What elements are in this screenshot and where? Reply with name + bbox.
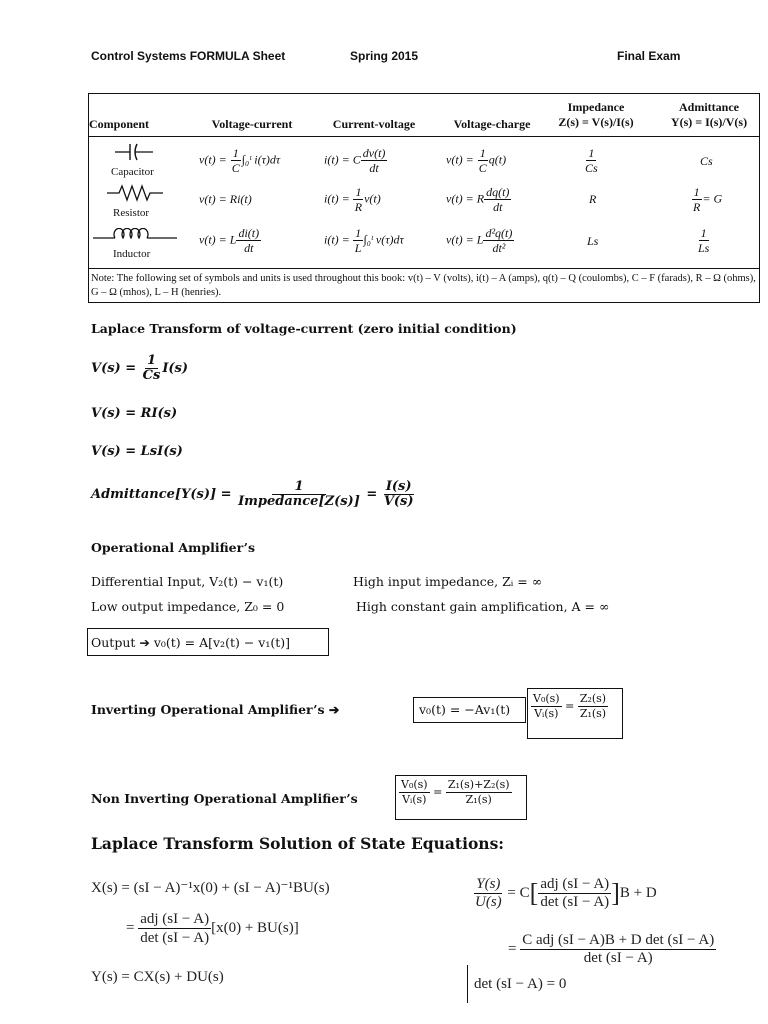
- transfer-function-equation: [473, 876, 657, 911]
- res-adm-num: 1: [693, 185, 700, 199]
- noninv-num1: V₀(s): [401, 778, 428, 791]
- ind-vc-frac: [236, 226, 261, 255]
- cap-vc-num: 1: [232, 146, 239, 160]
- laplace-eq1-den: Cs: [142, 368, 161, 383]
- capacitor-symbol-icon: [115, 142, 155, 162]
- th-current-voltage: Current-voltage: [332, 117, 416, 131]
- laplace-eq-capacitor: [91, 354, 188, 383]
- header-exam: Final Exam: [617, 49, 681, 63]
- resistor-impedance: R: [589, 192, 597, 206]
- laplace-eq-inductor: V(s) = LsI(s): [91, 444, 183, 459]
- cap-vq-den: C: [478, 161, 487, 175]
- admittance-den1: Impedance[Z(s)]: [238, 494, 360, 509]
- inverting-equation: v₀(t) = −Av₁(t): [419, 702, 511, 717]
- inv-num1: V₀(s): [533, 692, 560, 705]
- res-vq-lhs: v(t) = R: [446, 191, 485, 206]
- cap-cv-frac: [361, 146, 388, 175]
- cap-cv-num: dv(t): [362, 146, 386, 160]
- laplace-eq-resistor: V(s) = RI(s): [91, 406, 178, 421]
- tf2-num: C adj (sI − A)B + D det (sI − A): [522, 932, 715, 948]
- row-capacitor-label: Capacitor: [111, 166, 154, 178]
- ind-vc-num: di(t): [238, 226, 260, 240]
- tf-frac: [473, 876, 504, 911]
- inv-den1: Vᵢ(s): [534, 707, 559, 720]
- opamp-output-equation: Output ➔ v₀(t) = A[v₂(t) − v₁(t)]: [91, 635, 290, 650]
- cap-vq-frac: [477, 146, 489, 175]
- tf2-equals: =: [508, 940, 517, 957]
- admittance-frac2: [382, 480, 416, 509]
- ind-vq-frac: [483, 226, 514, 255]
- tf-den: U(s): [475, 894, 502, 910]
- th-admittance: [658, 100, 760, 130]
- ind-cv-den: L: [354, 241, 362, 255]
- opamp-differential-input: Differential Input, V₂(t) − v₁(t): [91, 574, 284, 589]
- res-cv-frac: [353, 185, 364, 214]
- ind-vc-lhs: v(t) = L: [199, 232, 237, 247]
- th-voltage-current: Voltage-current: [211, 117, 293, 131]
- res-cv-num: 1: [355, 185, 362, 199]
- cap-vq-lhs: v(t) =: [446, 152, 477, 167]
- tf-inner-den: det (sI − A): [540, 894, 610, 910]
- laplace-eq1-rhs: I(s): [162, 361, 189, 376]
- th-component: Component: [89, 117, 150, 131]
- header-course-title: Control Systems FORMULA Sheet: [91, 49, 286, 63]
- admittance-equation: [91, 480, 416, 509]
- cap-vc-frac: [230, 146, 242, 175]
- state-x2-frac: [138, 910, 211, 947]
- opamp-input-impedance: High input impedance, Zᵢ = ∞: [353, 574, 543, 589]
- ind-adm-num: 1: [700, 226, 707, 240]
- noninv-frac1: [399, 778, 430, 807]
- laplace-eq1-lhs: V(s) =: [91, 361, 141, 376]
- noninverting-opamp-label: Non Inverting Operational Amplifier’s: [91, 791, 358, 806]
- tf-equals: = C: [507, 884, 530, 901]
- inverting-gain-ratio: $\frac{\text{V₀(s)}}{\text{Vᵢ(s)}}$ = $\frac{\text{Z₂(s)}}{\text{Z₁(s)}}$: [533, 692, 607, 720]
- state-x2-num: adj (sI − A): [140, 911, 210, 927]
- res-adm-rhs: = G: [702, 191, 723, 206]
- tf2-frac: [520, 932, 716, 967]
- res-cv-rhs: v(t): [364, 191, 381, 206]
- capacitor-voltage-current: [199, 146, 280, 175]
- noninv-den2: Z₁(s): [465, 793, 492, 806]
- cap-vc-lhs: v(t) =: [199, 152, 230, 167]
- tf-num: Y(s): [476, 876, 501, 892]
- transfer-function-expanded: [508, 932, 716, 967]
- res-vq-den: dt: [493, 200, 503, 214]
- th-admittance-formula: Y(s) = I(s)/V(s): [670, 115, 748, 129]
- th-impedance-label: Impedance: [567, 100, 625, 114]
- inductor-voltage-charge: [446, 226, 514, 255]
- th-impedance: [544, 100, 648, 130]
- resistor-symbol-icon: [107, 184, 165, 202]
- capacitor-current-voltage: [324, 146, 387, 175]
- component-table: [88, 93, 760, 303]
- table-note-rule: [89, 268, 759, 269]
- tf-left-bracket: [: [529, 878, 539, 908]
- cap-vc-den: C: [231, 161, 240, 175]
- inductor-voltage-current: [199, 226, 261, 255]
- opamp-section-title: Operational Amplifier’s: [91, 540, 256, 555]
- res-cv-lhs: i(t) =: [324, 191, 353, 206]
- th-impedance-formula: Z(s) = V(s)/I(s): [558, 115, 634, 129]
- cap-imp-frac: [583, 146, 600, 175]
- ind-vq-den: dt²: [492, 241, 506, 255]
- admittance-num1: 1: [272, 480, 325, 495]
- admittance-lhs: Admittance[Y(s)] =: [91, 487, 237, 502]
- ind-cv-lhs: i(t) =: [324, 232, 353, 247]
- cap-cv-den: dt: [369, 161, 379, 175]
- ind-adm-den: Ls: [698, 241, 710, 255]
- capacitor-impedance: [583, 146, 600, 175]
- th-admittance-label: Admittance: [679, 100, 739, 114]
- inv-den2: Z₁(s): [579, 707, 607, 720]
- opamp-output-impedance: Low output impedance, Z₀ = 0: [91, 599, 285, 614]
- table-header-rule: [89, 136, 759, 137]
- tf2-den: det (sI − A): [583, 950, 653, 966]
- resistor-voltage-current: v(t) = Ri(t): [199, 192, 252, 206]
- tf-right-bracket: ]: [611, 878, 620, 908]
- inv-frac2: [578, 692, 608, 721]
- res-adm-frac: [691, 185, 702, 214]
- admittance-num2: I(s): [385, 479, 412, 494]
- state-x-equation-expanded: [126, 910, 299, 947]
- admittance-equals: =: [361, 487, 382, 502]
- ind-adm-frac: [696, 226, 711, 255]
- res-vq-num: dq(t): [486, 185, 510, 199]
- tf-inner-num: adj (sI − A): [540, 876, 610, 892]
- capacitor-admittance: Cs: [700, 154, 713, 168]
- state-x2-equals: =: [126, 919, 135, 936]
- res-cv-den: R: [354, 200, 363, 214]
- resistor-admittance: [691, 185, 722, 214]
- cap-imp-num: 1: [588, 146, 595, 160]
- table-note: Note: The following set of symbols and units is used throughout this book: v(t) – V (volts), i(t) – A (amps), q(t) – Q (coulombs), C – F (farads), R – Ω (ohms), G – Ω (mhos), L – H (henries).: [91, 273, 756, 298]
- laplace-eq1-num: 1: [146, 353, 157, 368]
- ind-cv-num: 1: [355, 226, 362, 240]
- inductor-impedance: Ls: [587, 234, 599, 248]
- tf-rhs: B + D: [619, 884, 657, 901]
- row-inductor-label: Inductor: [113, 248, 151, 260]
- inv-frac1: [531, 692, 562, 721]
- resistor-voltage-charge: [446, 185, 511, 214]
- noninv-frac2: [446, 778, 512, 807]
- state-y-equation: Y(s) = CX(s) + DU(s): [91, 969, 224, 985]
- state-x2-rhs: [x(0) + BU(s)]: [211, 919, 299, 936]
- characteristic-equation: det (sI − A) = 0: [474, 976, 567, 992]
- cap-vq-rhs: q(t): [488, 152, 507, 167]
- inv-num2: Z₂(s): [579, 692, 607, 705]
- ind-vq-lhs: v(t) = L: [446, 232, 484, 247]
- inverting-opamp-label: Inverting Operational Amplifier’s ➔: [91, 702, 340, 717]
- state-x-equation: X(s) = (sI − A)⁻¹x(0) + (sI − A)⁻¹BU(s): [91, 880, 330, 896]
- res-adm-den: R: [693, 200, 701, 214]
- ind-vc-den: dt: [244, 241, 254, 255]
- ind-cv-rhs: ∫₀ᵗ v(τ)dτ: [363, 232, 404, 247]
- th-voltage-charge: Voltage-charge: [453, 117, 531, 131]
- noninv-num2: Z₁(s)+Z₂(s): [447, 778, 510, 791]
- ind-cv-frac: [353, 226, 364, 255]
- state-x2-den: det (sI − A): [140, 930, 210, 946]
- cap-imp-den: Cs: [585, 161, 598, 175]
- ind-vq-num: d²q(t): [485, 226, 513, 240]
- inductor-admittance: [696, 226, 711, 255]
- cap-vc-rhs: ∫₀ᵗ i(τ)dτ: [241, 152, 281, 167]
- admittance-frac1: [236, 480, 362, 509]
- noninverting-gain-ratio: $\frac{\text{V₀(s)}}{\text{Vᵢ(s)}}$ = $\frac{\text{Z₁(s)+Z₂(s)}}{\text{Z₁(s)}}$: [401, 778, 510, 806]
- res-vq-frac: [484, 185, 511, 214]
- inductor-symbol-icon: [93, 228, 179, 244]
- tf-inner-frac: [538, 876, 611, 911]
- state-section-title: Laplace Transform Solution of State Equations:: [91, 834, 505, 853]
- cap-vq-num: 1: [479, 146, 486, 160]
- capacitor-voltage-charge: [446, 146, 506, 175]
- cap-cv-lhs: i(t) = C: [324, 152, 361, 167]
- noninv-den1: Vᵢ(s): [402, 793, 427, 806]
- laplace-section-title: Laplace Transform of voltage-current (zero initial condition): [91, 321, 517, 336]
- resistor-current-voltage: [324, 185, 381, 214]
- opamp-gain: High constant gain amplification, A = ∞: [356, 599, 610, 614]
- admittance-den2: V(s): [383, 494, 414, 509]
- laplace-eq1-frac: [141, 354, 163, 383]
- header-term: Spring 2015: [350, 49, 419, 63]
- row-resistor-label: Resistor: [113, 207, 150, 219]
- inductor-current-voltage: [324, 226, 404, 255]
